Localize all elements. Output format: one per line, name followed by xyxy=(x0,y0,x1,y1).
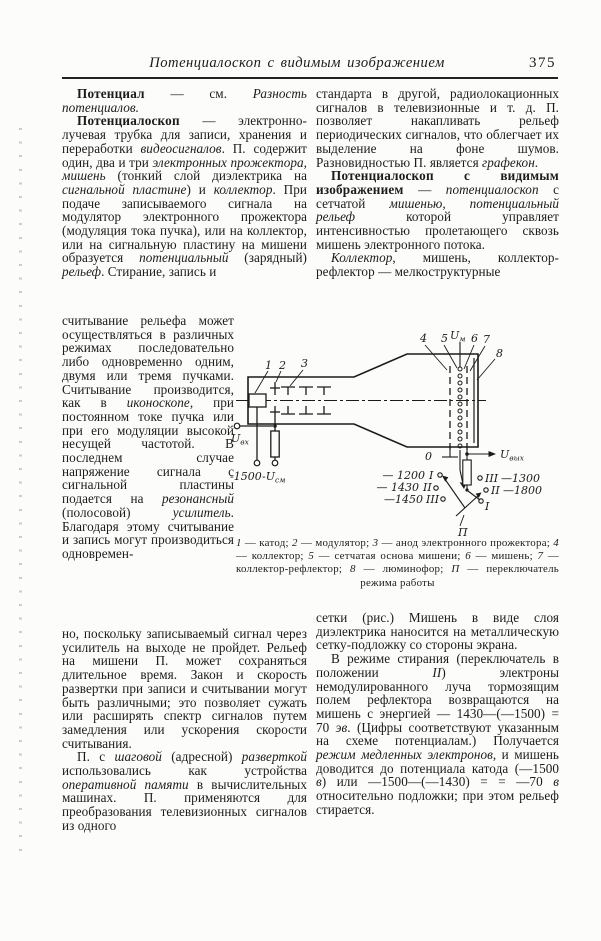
diagram-label-reflector: 7 xyxy=(483,333,490,346)
switch-value-left-2: — 1430 xyxy=(376,481,419,494)
switch-pos-left-2: II xyxy=(423,481,432,494)
u-out-arrowhead xyxy=(489,451,497,457)
switch-value-right-1: —1300 xyxy=(501,472,540,485)
u-target-label: $U_м$ xyxy=(450,329,466,344)
left-column-narrow: считывание рельефа может осуществляться в различных режимах последовательно либо одновременно одним, двумя или тремя пучками. Считывание производится, как в иконоскопе, при постоянном токе пучка или при его модуляции высокой несущей частотой. В последнем случае напряжение сигнала с сигнальной пластины подается на резонансный (полосовой) усилитель. Благодаря этому считывание и запись могут производиться одновремен- xyxy=(62,313,234,561)
switch-pos-left-1: I xyxy=(429,469,434,482)
u-in-terminal xyxy=(234,423,240,429)
header-rule xyxy=(62,77,558,79)
mode-switch xyxy=(434,473,488,526)
switch-arm-right xyxy=(456,495,479,516)
switch-contact-left-1 xyxy=(438,473,442,477)
right-column-top: стандарта в другой, радиолокационных сигналов в телевизионные и т. д. П. позволяет накапливать рельеф периодических сигналов, что облегчает их выделение на фоне шумов. Разновидностью П. является графекон. Потенциалоскоп с видимым изображением — потенциалоскоп с сетчатой мишенью, потенциальный рельеф которой управляет интенсивностью пролетающего сквозь мишень электронного потока. Коллектор, мишень, коллектор-рефлектор — мелкоструктурные xyxy=(316,86,560,280)
switch-contact-left-2 xyxy=(434,486,438,490)
right-column-bottom: сетки (рис.) Мишень в виде слоя диэлектрика наносится на металлическую сетку-подложку со стороны экрана. В режиме стирания (переключатель в положении II) электроны немодулированного луча тормозящим полем рефлектора возвращаются на мишень с энергией — 1430—(—1500) = 70 эв. (Цифры соответствуют указанным на схеме потенциалам.) Получается режим медленных электронов, и мишень доводится до потенциала катода (—1500 в) или —1500—(—1430) = = —70 в относительно подложки; при этом рельеф стирается. xyxy=(316,610,559,817)
u-in-label: $U_{вх}$ xyxy=(231,432,249,447)
junction-dot xyxy=(273,424,277,428)
switch-pos-right-3: I xyxy=(485,500,490,513)
cathode-terminal xyxy=(254,460,260,466)
figure-caption: 1 — катод; 2 — модулятор; 3 — анод электронного прожектора; 4 — коллектор; 5 — сетчатая основа мишени; 6 — мишень; 7 — коллектор-рефлектор; 8 — люминофор; П — переключатель режима работы xyxy=(236,537,560,589)
switch-contact-left-3 xyxy=(441,497,445,501)
scan-edge-artifact xyxy=(19,128,22,858)
switch-pos-left-3: III xyxy=(426,493,440,506)
left-column-top: Потенциал — см. Разность потенциалов. Потенциалоскоп — электронно-лучевая трубка для записи, хранения и переработки видеосигналов. П. содержит один, два и три электронных прожектора, мишень (тонкий слой диэлектрика на сигнальной пластине) и коллектор. При подаче записываемого сигнала на модулятор электронного прожектора (модуляция тока пучка), или на коллектор, или на сигнальную пластину на мишени образуется потенциальный (зарядный) рельеф. Стирание, запись и xyxy=(62,86,308,280)
switch-contact-right-3 xyxy=(479,499,483,503)
load-resistor xyxy=(463,460,471,485)
diagram-label-modulator: 2 xyxy=(279,359,286,372)
diagram-label-mesh-base: 5 xyxy=(441,332,448,345)
diagram-label-cathode: 1 xyxy=(265,359,272,372)
bias-terminal xyxy=(272,460,278,466)
figure-diagram xyxy=(229,329,569,539)
gun-leader-lines xyxy=(255,370,303,393)
zero-label: 0 xyxy=(425,450,432,463)
switch-contact-right-2 xyxy=(484,488,488,492)
cathode xyxy=(249,394,266,407)
bias-resistor xyxy=(271,431,279,457)
switch-pos-right-1: III xyxy=(485,472,499,485)
switch-contact-right-1 xyxy=(478,476,482,480)
page-number: 375 xyxy=(529,55,556,71)
switch-label: П xyxy=(458,526,468,539)
mesh-target-line xyxy=(458,367,462,448)
switch-leader xyxy=(460,515,464,526)
diagram-label-phosphor: 8 xyxy=(496,347,503,360)
switch-value-left-3: —1450 xyxy=(384,493,423,506)
u-bias-label: $-U_{см}$ xyxy=(262,470,286,485)
switch-value-right-2: —1800 xyxy=(503,484,542,497)
screen-electrodes xyxy=(450,342,467,450)
switch-value-left-1: — 1200 xyxy=(382,469,425,482)
left-column-bottom: но, поскольку записываемый сигнал через усилитель на выходе не пройдет. Рельеф на мишени П. может сохраняться длительное время. Закон и скорость развертки при записи и считывании могут быть различными; это позволяет сужать или расширять спектр сигналов путем замедления или ускорения скорости считывания. П. с шаговой (адресной) разверткой использовались как устройства оперативной памяти в вычислительных машинах. П. применяются для преобразования телевизионных сигналов из одного xyxy=(62,626,307,833)
switch-pos-right-2: II xyxy=(491,484,500,497)
u-out-label: $U_{вых}$ xyxy=(500,448,524,463)
diagram-label-collector: 4 xyxy=(420,332,427,345)
diagram-label-target: 6 xyxy=(471,332,478,345)
diagram-label-anode: 3 xyxy=(301,357,308,370)
running-header-title: Потенциалоскоп с видимым изображением xyxy=(149,55,445,71)
cathode-voltage-label: -1500 xyxy=(230,470,262,483)
